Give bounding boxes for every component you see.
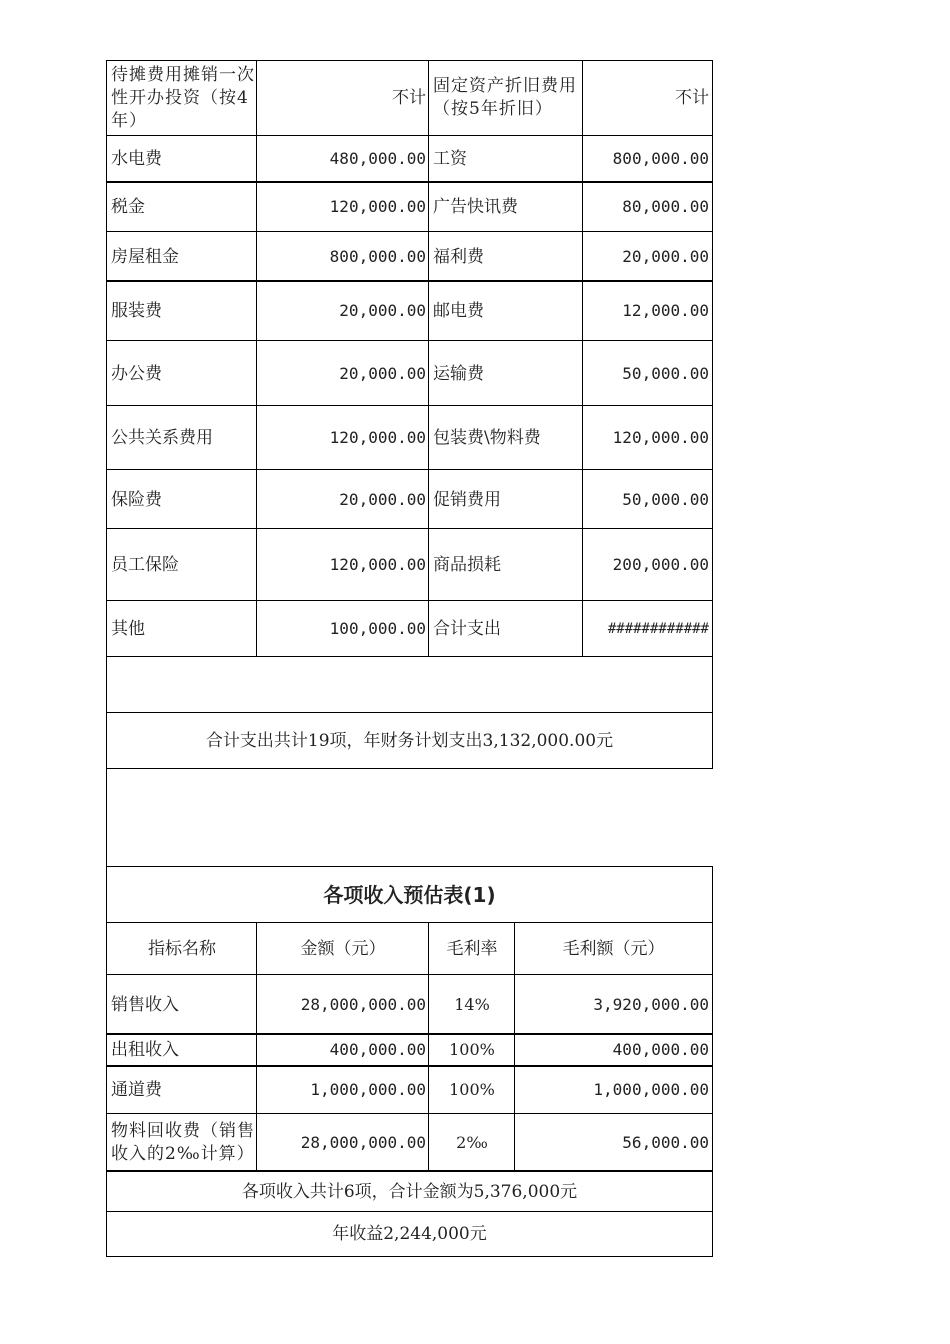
grid-line [106, 1211, 713, 1212]
grid-line [106, 340, 713, 341]
expense-row-right-value[interactable]: 50,000.00 [622, 489, 709, 509]
grid-line [712, 60, 713, 769]
grid-line [428, 60, 429, 657]
expense-row-left-value[interactable]: 20,000.00 [339, 363, 426, 383]
grid-line [106, 60, 713, 61]
grid-line [106, 712, 713, 713]
income-row-amount[interactable]: 400,000.00 [329, 1040, 426, 1059]
expense-row-right-value[interactable]: 20,000.00 [622, 246, 709, 266]
grid-line [106, 1033, 713, 1035]
income-row-amount[interactable]: 28,000,000.00 [300, 994, 426, 1014]
expense-row-right-label[interactable]: 商品损耗 [433, 555, 501, 575]
grid-line [106, 135, 713, 136]
expense-row-right-label[interactable]: 包装费\物料费 [433, 428, 541, 448]
grid-line [106, 974, 713, 975]
income-row-rate[interactable]: 2‰ [456, 1132, 488, 1152]
grid-line [106, 656, 713, 657]
expense-row-left-label[interactable]: 水电费 [111, 149, 162, 169]
expense-row-left-label[interactable]: 员工保险 [111, 555, 179, 575]
expense-row-right-label[interactable]: 邮电费 [433, 301, 484, 321]
expense-row-left-value[interactable]: 120,000.00 [329, 197, 426, 216]
expense-empty-row[interactable] [107, 657, 712, 713]
expense-row-right-value[interactable]: 12,000.00 [622, 301, 709, 320]
income-row-name[interactable]: 物料回收费（销售收入的2‰计算） [111, 1120, 255, 1164]
grid-line [256, 922, 257, 1171]
grid-line [106, 1065, 713, 1067]
column-header-name[interactable]: 指标名称 [148, 939, 216, 959]
expense-row-left-value[interactable]: 120,000.00 [329, 428, 426, 447]
grid-line [106, 231, 713, 232]
expense-row-right-label[interactable]: 运输费 [433, 363, 484, 384]
grid-line [712, 866, 713, 1257]
expense-row-left-label[interactable]: 公共关系费用 [111, 428, 213, 448]
grid-line [106, 181, 713, 183]
income-row-profit[interactable]: 3,920,000.00 [593, 994, 709, 1014]
income-row-profit[interactable]: 56,000.00 [622, 1132, 709, 1152]
grid-line [106, 922, 713, 923]
income-row-name[interactable]: 通道费 [111, 1080, 162, 1100]
income-summary[interactable]: 各项收入共计6项，合计金额为5,376,000元 [241, 1181, 578, 1202]
annual-income[interactable]: 年收益2,244,000元 [332, 1224, 487, 1244]
income-row-profit[interactable]: 400,000.00 [612, 1040, 709, 1059]
expense-row-right-value[interactable]: 120,000.00 [612, 428, 709, 447]
grid-line [514, 922, 515, 1171]
income-row-name[interactable]: 销售收入 [111, 994, 179, 1015]
grid-line [106, 1256, 713, 1257]
grid-line [106, 600, 713, 601]
income-row-amount[interactable]: 1,000,000.00 [310, 1080, 426, 1099]
income-row-profit[interactable]: 1,000,000.00 [593, 1080, 709, 1099]
expense-value-depreciation[interactable]: 不计 [675, 88, 709, 108]
grid-line [106, 405, 713, 406]
expense-row-left-label[interactable]: 保险费 [111, 489, 162, 510]
expense-row-left-label[interactable]: 其他 [111, 619, 145, 639]
income-row-rate[interactable]: 100% [449, 1040, 495, 1059]
expense-row-left-value[interactable]: 100,000.00 [329, 619, 426, 638]
grid-line [106, 280, 713, 282]
expense-row-left-label[interactable]: 税金 [111, 197, 145, 217]
expense-row-left-label[interactable]: 办公费 [111, 363, 162, 384]
expense-value-amortization[interactable]: 不计 [392, 88, 426, 108]
expense-row-right-value[interactable]: 50,000.00 [622, 363, 709, 383]
grid-line [582, 60, 583, 657]
expense-row-right-label[interactable]: 广告快讯费 [433, 197, 518, 217]
column-header-amount[interactable]: 金额（元） [300, 939, 386, 959]
income-table-title[interactable]: 各项收入预估表(1) [323, 883, 496, 907]
expense-total-overflow-cell[interactable]: ############ [607, 621, 709, 637]
grid-line [428, 922, 429, 1171]
column-header-rate[interactable]: 毛利率 [446, 939, 498, 959]
expense-row-left-value[interactable]: 20,000.00 [339, 489, 426, 509]
income-row-rate[interactable]: 14% [454, 994, 490, 1014]
expense-row-left-label[interactable]: 服装费 [111, 301, 162, 321]
expense-row-right-value[interactable]: 800,000.00 [612, 149, 709, 168]
expense-row-left-value[interactable]: 120,000.00 [329, 555, 426, 574]
expense-row-right-label[interactable]: 促销费用 [433, 489, 501, 510]
expense-row-left-value[interactable]: 20,000.00 [339, 301, 426, 320]
income-row-name[interactable]: 出租收入 [111, 1040, 179, 1060]
grid-line [106, 528, 713, 529]
expense-summary[interactable]: 合计支出共计19项，年财务计划支出3,132,000.00元 [205, 730, 614, 751]
expense-row-left-value[interactable]: 800,000.00 [329, 246, 426, 266]
expense-row-right-value[interactable]: 200,000.00 [612, 555, 709, 574]
column-header-profit[interactable]: 毛利额（元） [562, 939, 665, 959]
grid-line [106, 1113, 713, 1114]
income-row-amount[interactable]: 28,000,000.00 [300, 1132, 426, 1152]
grid-line [106, 866, 713, 867]
expense-label-depreciation[interactable]: 固定资产折旧费用（按5年折旧） [433, 76, 577, 119]
grid-line [106, 768, 713, 769]
grid-line [256, 60, 257, 657]
expense-label-amortization[interactable]: 待摊费用摊销一次性开办投资（按4年） [111, 64, 255, 131]
expense-row-right-label[interactable]: 合计支出 [433, 619, 501, 639]
expense-row-right-label[interactable]: 福利费 [433, 246, 484, 267]
income-row-rate[interactable]: 100% [449, 1080, 495, 1099]
expense-row-right-label[interactable]: 工资 [433, 149, 467, 169]
grid-line [106, 469, 713, 470]
grid-line [106, 1170, 713, 1172]
expense-row-right-value[interactable]: 80,000.00 [622, 197, 709, 216]
expense-row-left-label[interactable]: 房屋租金 [111, 246, 179, 267]
expense-row-left-value[interactable]: 480,000.00 [329, 149, 426, 168]
